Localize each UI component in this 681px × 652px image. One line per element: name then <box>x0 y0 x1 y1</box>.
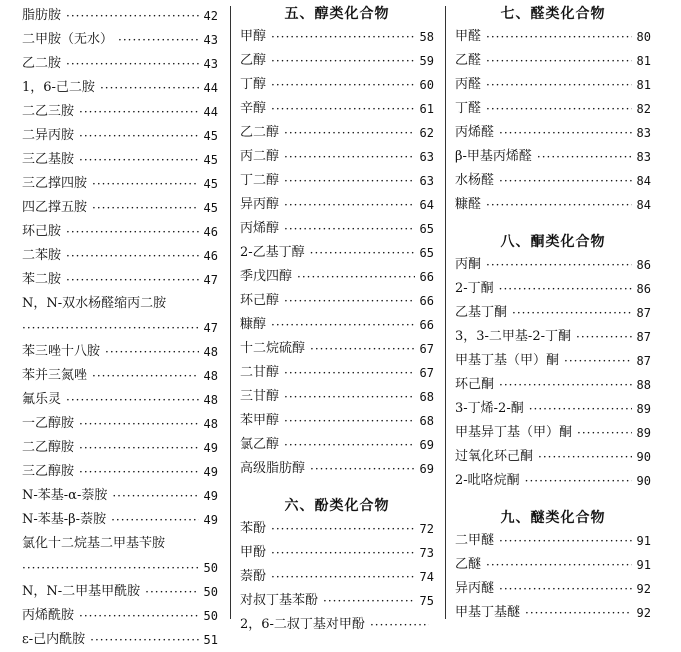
dot-leader <box>486 553 632 577</box>
entry-name: N，N-二甲基甲酰胺 <box>22 584 141 599</box>
toc-entry[interactable] <box>22 76 218 100</box>
entry-name: 丙烯醛 <box>455 125 495 140</box>
toc-entry[interactable] <box>455 349 651 373</box>
page-number: 87 <box>636 330 651 344</box>
entry-name: 辛醇 <box>240 101 267 116</box>
dot-leader <box>499 373 632 397</box>
toc-entry[interactable] <box>455 253 651 277</box>
entry-name: 丙烯醇 <box>240 221 280 236</box>
toc-entry[interactable] <box>455 121 651 145</box>
toc-entry[interactable] <box>240 385 434 409</box>
entry-name: 乙醛 <box>455 53 482 68</box>
entry-name: 丁醛 <box>455 101 482 116</box>
toc-entry[interactable] <box>240 361 434 385</box>
entry-name: 3-丁烯-2-酮 <box>455 401 524 416</box>
toc-entry[interactable] <box>240 613 434 637</box>
entry-name: 2-丁酮 <box>455 281 494 296</box>
page-number: 49 <box>203 465 218 479</box>
entry-name: 苯酚 <box>240 521 267 536</box>
entry-name: 糠醇 <box>240 317 267 332</box>
dot-leader <box>284 289 415 313</box>
entry-name: 氯化十二烷基二甲基苄胺 <box>22 536 166 551</box>
dot-leader <box>284 361 415 385</box>
toc-entry[interactable] <box>22 532 218 556</box>
toc-entry[interactable] <box>455 373 651 397</box>
entry-name: 丙烯酰胺 <box>22 608 75 623</box>
dot-leader <box>271 49 415 73</box>
page-number: 89 <box>636 402 651 416</box>
toc-entry[interactable] <box>240 457 434 481</box>
entry-name: 2，6-二叔丁基对甲酚 <box>240 617 365 632</box>
dot-leader <box>118 28 199 52</box>
entry-name: N-苯基-α-萘胺 <box>22 488 108 503</box>
toc-entry[interactable] <box>22 220 218 244</box>
toc-entry[interactable] <box>22 508 218 532</box>
entry-name: 过氧化环己酮 <box>455 449 534 464</box>
toc-entry[interactable] <box>22 124 218 148</box>
page-number: 80 <box>636 30 651 44</box>
page-number: 86 <box>636 258 651 272</box>
page-number: 48 <box>203 369 218 383</box>
dot-leader <box>100 76 199 100</box>
dot-leader <box>79 460 199 484</box>
dot-leader <box>576 325 632 349</box>
page-number: 45 <box>203 129 218 143</box>
entry-name: 2-乙基丁醇 <box>240 245 305 260</box>
page-number: 92 <box>636 606 651 620</box>
section-spacer <box>455 217 651 231</box>
entry-name: 氯乙醇 <box>240 437 280 452</box>
dot-leader <box>22 556 199 580</box>
page-number: 68 <box>419 390 434 404</box>
toc-entry[interactable] <box>240 97 434 121</box>
dot-leader <box>323 589 415 613</box>
page-number: 50 <box>203 561 218 575</box>
entry-name: 丙二醇 <box>240 149 280 164</box>
entry-name: 二甘醇 <box>240 365 280 380</box>
page-number: 46 <box>203 225 218 239</box>
toc-entry[interactable] <box>240 313 434 337</box>
toc-entry[interactable] <box>455 301 651 325</box>
page-number: 82 <box>636 102 651 116</box>
toc-entry[interactable] <box>240 121 434 145</box>
toc-entry[interactable] <box>22 412 218 436</box>
dot-leader <box>310 337 415 361</box>
dot-leader <box>310 241 415 265</box>
entry-name: 苯三唑十八胺 <box>22 344 101 359</box>
dot-leader <box>271 313 415 337</box>
entry-name: 乙二醇 <box>240 125 280 140</box>
entry-name: 苯并三氮唑 <box>22 368 88 383</box>
dot-leader <box>112 484 198 508</box>
dot-leader <box>271 517 415 541</box>
dot-leader <box>486 97 632 121</box>
dot-leader <box>271 541 415 565</box>
page-number: 42 <box>203 9 218 23</box>
entry-name: 二乙三胺 <box>22 104 75 119</box>
toc-entry[interactable] <box>455 445 651 469</box>
entry-name: 1，6-己二胺 <box>22 80 95 95</box>
page-number: 49 <box>203 513 218 527</box>
entry-name: 二乙醇胺 <box>22 440 75 455</box>
dot-leader <box>79 124 199 148</box>
toc-entry[interactable] <box>22 388 218 412</box>
toc-entry[interactable] <box>455 25 651 49</box>
dot-leader <box>564 349 632 373</box>
page-number: 87 <box>636 306 651 320</box>
page-number: 67 <box>419 366 434 380</box>
entry-name: 甲醇 <box>240 29 267 44</box>
page-number: 68 <box>419 414 434 428</box>
page-number: 48 <box>203 417 218 431</box>
page-number: 47 <box>203 321 218 335</box>
dot-leader <box>499 121 632 145</box>
toc-entry[interactable] <box>240 73 434 97</box>
toc-entry[interactable] <box>22 436 218 460</box>
page-number: 63 <box>419 174 434 188</box>
page-number: 67 <box>419 342 434 356</box>
dot-leader <box>145 580 198 604</box>
page-number: 65 <box>419 246 434 260</box>
page-number: 48 <box>203 345 218 359</box>
entry-name: 乙基丁酮 <box>455 305 508 320</box>
entry-name: 对叔丁基苯酚 <box>240 593 319 608</box>
section-heading: 六、酚类化合物 <box>284 498 390 514</box>
toc-entry[interactable] <box>455 193 651 217</box>
toc-entry[interactable] <box>455 553 651 577</box>
toc-entry[interactable] <box>240 193 434 217</box>
page-number: 84 <box>636 174 651 188</box>
dot-leader <box>79 604 199 628</box>
dot-leader <box>284 385 415 409</box>
page-number: 91 <box>636 558 651 572</box>
dot-leader <box>310 457 415 481</box>
dot-leader <box>284 217 415 241</box>
dot-leader <box>79 100 199 124</box>
page-number: 45 <box>203 201 218 215</box>
entry-name: 三乙基胺 <box>22 152 75 167</box>
dot-leader <box>284 169 415 193</box>
page-number: 75 <box>419 594 434 608</box>
dot-leader <box>499 577 632 601</box>
dot-leader <box>66 220 199 244</box>
dot-leader <box>486 25 632 49</box>
entry-name: 甲醛 <box>455 29 482 44</box>
toc-entry[interactable] <box>22 196 218 220</box>
toc-entry[interactable] <box>22 52 218 76</box>
toc-entry[interactable] <box>22 556 218 580</box>
dot-leader <box>271 25 415 49</box>
entry-name: 四乙撑五胺 <box>22 200 88 215</box>
toc-entry[interactable] <box>240 433 434 457</box>
toc-entry[interactable] <box>22 4 218 28</box>
dot-leader <box>538 445 632 469</box>
dot-leader <box>370 613 429 637</box>
page-number: 73 <box>419 546 434 560</box>
dot-leader <box>512 301 632 325</box>
page-number: 90 <box>636 474 651 488</box>
toc-entry[interactable] <box>240 49 434 73</box>
page-number: 74 <box>419 570 434 584</box>
entry-name: 甲基异丁基（甲）酮 <box>455 425 573 440</box>
toc-entry[interactable] <box>22 244 218 268</box>
entry-name: 异丙醇 <box>240 197 280 212</box>
toc-entry[interactable] <box>455 145 651 169</box>
dot-leader <box>486 193 632 217</box>
toc-entry[interactable] <box>455 529 651 553</box>
toc-entry[interactable] <box>22 340 218 364</box>
entry-name: 二异丙胺 <box>22 128 75 143</box>
dot-leader <box>271 565 415 589</box>
toc-column-3 <box>455 3 651 625</box>
dot-leader <box>90 628 198 652</box>
dot-leader <box>297 265 415 289</box>
toc-entry[interactable] <box>455 577 651 601</box>
toc-entry[interactable] <box>22 628 218 652</box>
dot-leader <box>111 508 198 532</box>
toc-entry[interactable] <box>455 73 651 97</box>
page-number: 58 <box>419 30 434 44</box>
dot-leader <box>66 244 199 268</box>
page-number: 63 <box>419 150 434 164</box>
toc-column-1 <box>22 4 218 652</box>
dot-leader <box>66 52 199 76</box>
entry-name: 环己酮 <box>455 377 495 392</box>
entry-name: 乙醇 <box>240 53 267 68</box>
dot-leader <box>79 148 199 172</box>
toc-entry[interactable] <box>240 25 434 49</box>
toc-entry[interactable] <box>455 49 651 73</box>
toc-entry[interactable] <box>22 460 218 484</box>
page-number: 50 <box>203 585 218 599</box>
page-number: 45 <box>203 177 218 191</box>
entry-name: 乙二胺 <box>22 56 62 71</box>
section-heading: 八、酮类化合物 <box>500 234 606 250</box>
page-number: 88 <box>636 378 651 392</box>
entry-name: 三甘醇 <box>240 389 280 404</box>
dot-leader <box>284 145 415 169</box>
entry-name: 三乙醇胺 <box>22 464 75 479</box>
entry-name: 甲酚 <box>240 545 267 560</box>
page-number: 66 <box>419 270 434 284</box>
page-number: 44 <box>203 105 218 119</box>
dot-leader <box>22 316 199 340</box>
toc-column-2 <box>240 3 434 637</box>
page-number: 51 <box>203 633 218 647</box>
page-number: 86 <box>636 282 651 296</box>
entry-name: 氟乐灵 <box>22 392 62 407</box>
page-number: 44 <box>203 81 218 95</box>
dot-leader <box>271 73 415 97</box>
page-number: 49 <box>203 489 218 503</box>
dot-leader <box>92 364 199 388</box>
dot-leader <box>486 49 632 73</box>
entry-name: 乙醚 <box>455 557 482 572</box>
page-number: 69 <box>419 462 434 476</box>
dot-leader <box>486 253 632 277</box>
page-number: 47 <box>203 273 218 287</box>
dot-leader <box>577 421 632 445</box>
toc-entry[interactable] <box>455 421 651 445</box>
entry-name: 丁醇 <box>240 77 267 92</box>
entry-name: 丙醛 <box>455 77 482 92</box>
toc-entry[interactable] <box>22 484 218 508</box>
entry-name: 苯甲醇 <box>240 413 280 428</box>
entry-name: 二苯胺 <box>22 248 62 263</box>
dot-leader <box>284 433 415 457</box>
page-number: 72 <box>419 522 434 536</box>
entry-name: 丙酮 <box>455 257 482 272</box>
dot-leader <box>499 277 632 301</box>
entry-name: 三乙撑四胺 <box>22 176 88 191</box>
dot-leader <box>66 4 199 28</box>
toc-entry[interactable] <box>240 337 434 361</box>
toc-entry[interactable] <box>22 268 218 292</box>
entry-name: N，N-双水杨醛缩丙二胺 <box>22 296 167 311</box>
toc-entry[interactable] <box>455 601 651 625</box>
page-number: 91 <box>636 534 651 548</box>
page-number: 62 <box>419 126 434 140</box>
entry-name: 水杨醛 <box>455 173 495 188</box>
toc-entry[interactable] <box>22 316 218 340</box>
entry-name: 一乙醇胺 <box>22 416 75 431</box>
entry-name: 二甲胺（无水） <box>22 32 114 47</box>
page-number: 49 <box>203 441 218 455</box>
page-number: 89 <box>636 426 651 440</box>
toc-entry[interactable] <box>455 277 651 301</box>
page-number: 84 <box>636 198 651 212</box>
toc-entry[interactable] <box>455 97 651 121</box>
entry-name: 二甲醚 <box>455 533 495 548</box>
dot-leader <box>92 172 199 196</box>
dot-leader <box>284 193 415 217</box>
entry-name: 糠醛 <box>455 197 482 212</box>
entry-name: 萘酚 <box>240 569 267 584</box>
toc-entry[interactable] <box>22 172 218 196</box>
entry-name: 环己胺 <box>22 224 62 239</box>
page-number: 90 <box>636 450 651 464</box>
page-number: 83 <box>636 150 651 164</box>
page-number: 69 <box>419 438 434 452</box>
entry-name: 环己醇 <box>240 293 280 308</box>
page-number: 87 <box>636 354 651 368</box>
entry-name: 异丙醚 <box>455 581 495 596</box>
dot-leader <box>66 388 199 412</box>
page-number: 46 <box>203 249 218 263</box>
entry-name: 丁二醇 <box>240 173 280 188</box>
toc-entry[interactable] <box>240 265 434 289</box>
toc-entry[interactable] <box>455 169 651 193</box>
page-number: 66 <box>419 318 434 332</box>
section-spacer <box>240 481 434 495</box>
toc-entry[interactable] <box>240 241 434 265</box>
page-number: 45 <box>203 153 218 167</box>
dot-leader <box>66 268 199 292</box>
dot-leader <box>92 196 199 220</box>
dot-leader <box>499 529 632 553</box>
page-number: 81 <box>636 54 651 68</box>
entry-name: 甲基丁基醚 <box>455 605 521 620</box>
page-number: 61 <box>419 102 434 116</box>
entry-name: 十二烷硫醇 <box>240 341 306 356</box>
page-number: 64 <box>419 198 434 212</box>
dot-leader <box>284 121 415 145</box>
entry-name: 2-吡咯烷酮 <box>455 473 520 488</box>
dot-leader <box>499 169 632 193</box>
page-number: 65 <box>419 222 434 236</box>
toc-entry[interactable] <box>22 604 218 628</box>
toc-entry[interactable] <box>240 589 434 613</box>
dot-leader <box>79 412 199 436</box>
page-number: 59 <box>419 54 434 68</box>
toc-entry[interactable] <box>240 565 434 589</box>
section-spacer <box>455 493 651 507</box>
entry-name: 苯二胺 <box>22 272 62 287</box>
entry-name: N-苯基-β-萘胺 <box>22 512 107 527</box>
entry-name: 脂肪胺 <box>22 8 62 23</box>
entry-name: 3，3-二甲基-2-丁酮 <box>455 329 571 344</box>
toc-entry[interactable] <box>22 148 218 172</box>
toc-entry[interactable] <box>22 292 218 316</box>
page-number: 50 <box>203 609 218 623</box>
entry-name: 甲基丁基（甲）酮 <box>455 353 560 368</box>
page-number: 83 <box>636 126 651 140</box>
section-heading: 九、醚类化合物 <box>500 510 606 526</box>
column-divider <box>445 6 446 619</box>
dot-leader <box>537 145 632 169</box>
column-divider <box>230 6 231 619</box>
dot-leader <box>271 97 415 121</box>
entry-name: 高级脂肪醇 <box>240 461 306 476</box>
section-heading: 五、醇类化合物 <box>284 6 390 22</box>
toc-entry[interactable] <box>240 169 434 193</box>
toc-entry[interactable] <box>22 580 218 604</box>
toc-entry[interactable] <box>455 325 651 349</box>
toc-entry[interactable] <box>240 409 434 433</box>
dot-leader <box>525 601 632 625</box>
page-number: 60 <box>419 78 434 92</box>
entry-name: 季戊四醇 <box>240 269 293 284</box>
page-number: 43 <box>203 33 218 47</box>
toc-entry[interactable] <box>455 469 651 493</box>
toc-entry[interactable] <box>22 364 218 388</box>
toc-entry[interactable] <box>240 289 434 313</box>
toc-entry[interactable] <box>22 100 218 124</box>
toc-entry[interactable] <box>22 28 218 52</box>
toc-entry[interactable] <box>240 217 434 241</box>
toc-entry[interactable] <box>240 541 434 565</box>
dot-leader <box>79 436 199 460</box>
entry-name: ε-己内酰胺 <box>22 632 86 647</box>
section-heading: 七、醛类化合物 <box>500 6 606 22</box>
page-number: 43 <box>203 57 218 71</box>
page-number: 66 <box>419 294 434 308</box>
page-number: 92 <box>636 582 651 596</box>
page-number: 81 <box>636 78 651 92</box>
dot-leader <box>105 340 199 364</box>
toc-entry[interactable] <box>240 145 434 169</box>
toc-entry[interactable] <box>455 397 651 421</box>
entry-name: β-甲基丙烯醛 <box>455 149 532 164</box>
dot-leader <box>486 73 632 97</box>
page-number: 48 <box>203 393 218 407</box>
dot-leader <box>525 469 632 493</box>
dot-leader <box>284 409 415 433</box>
toc-entry[interactable] <box>240 517 434 541</box>
dot-leader <box>529 397 632 421</box>
